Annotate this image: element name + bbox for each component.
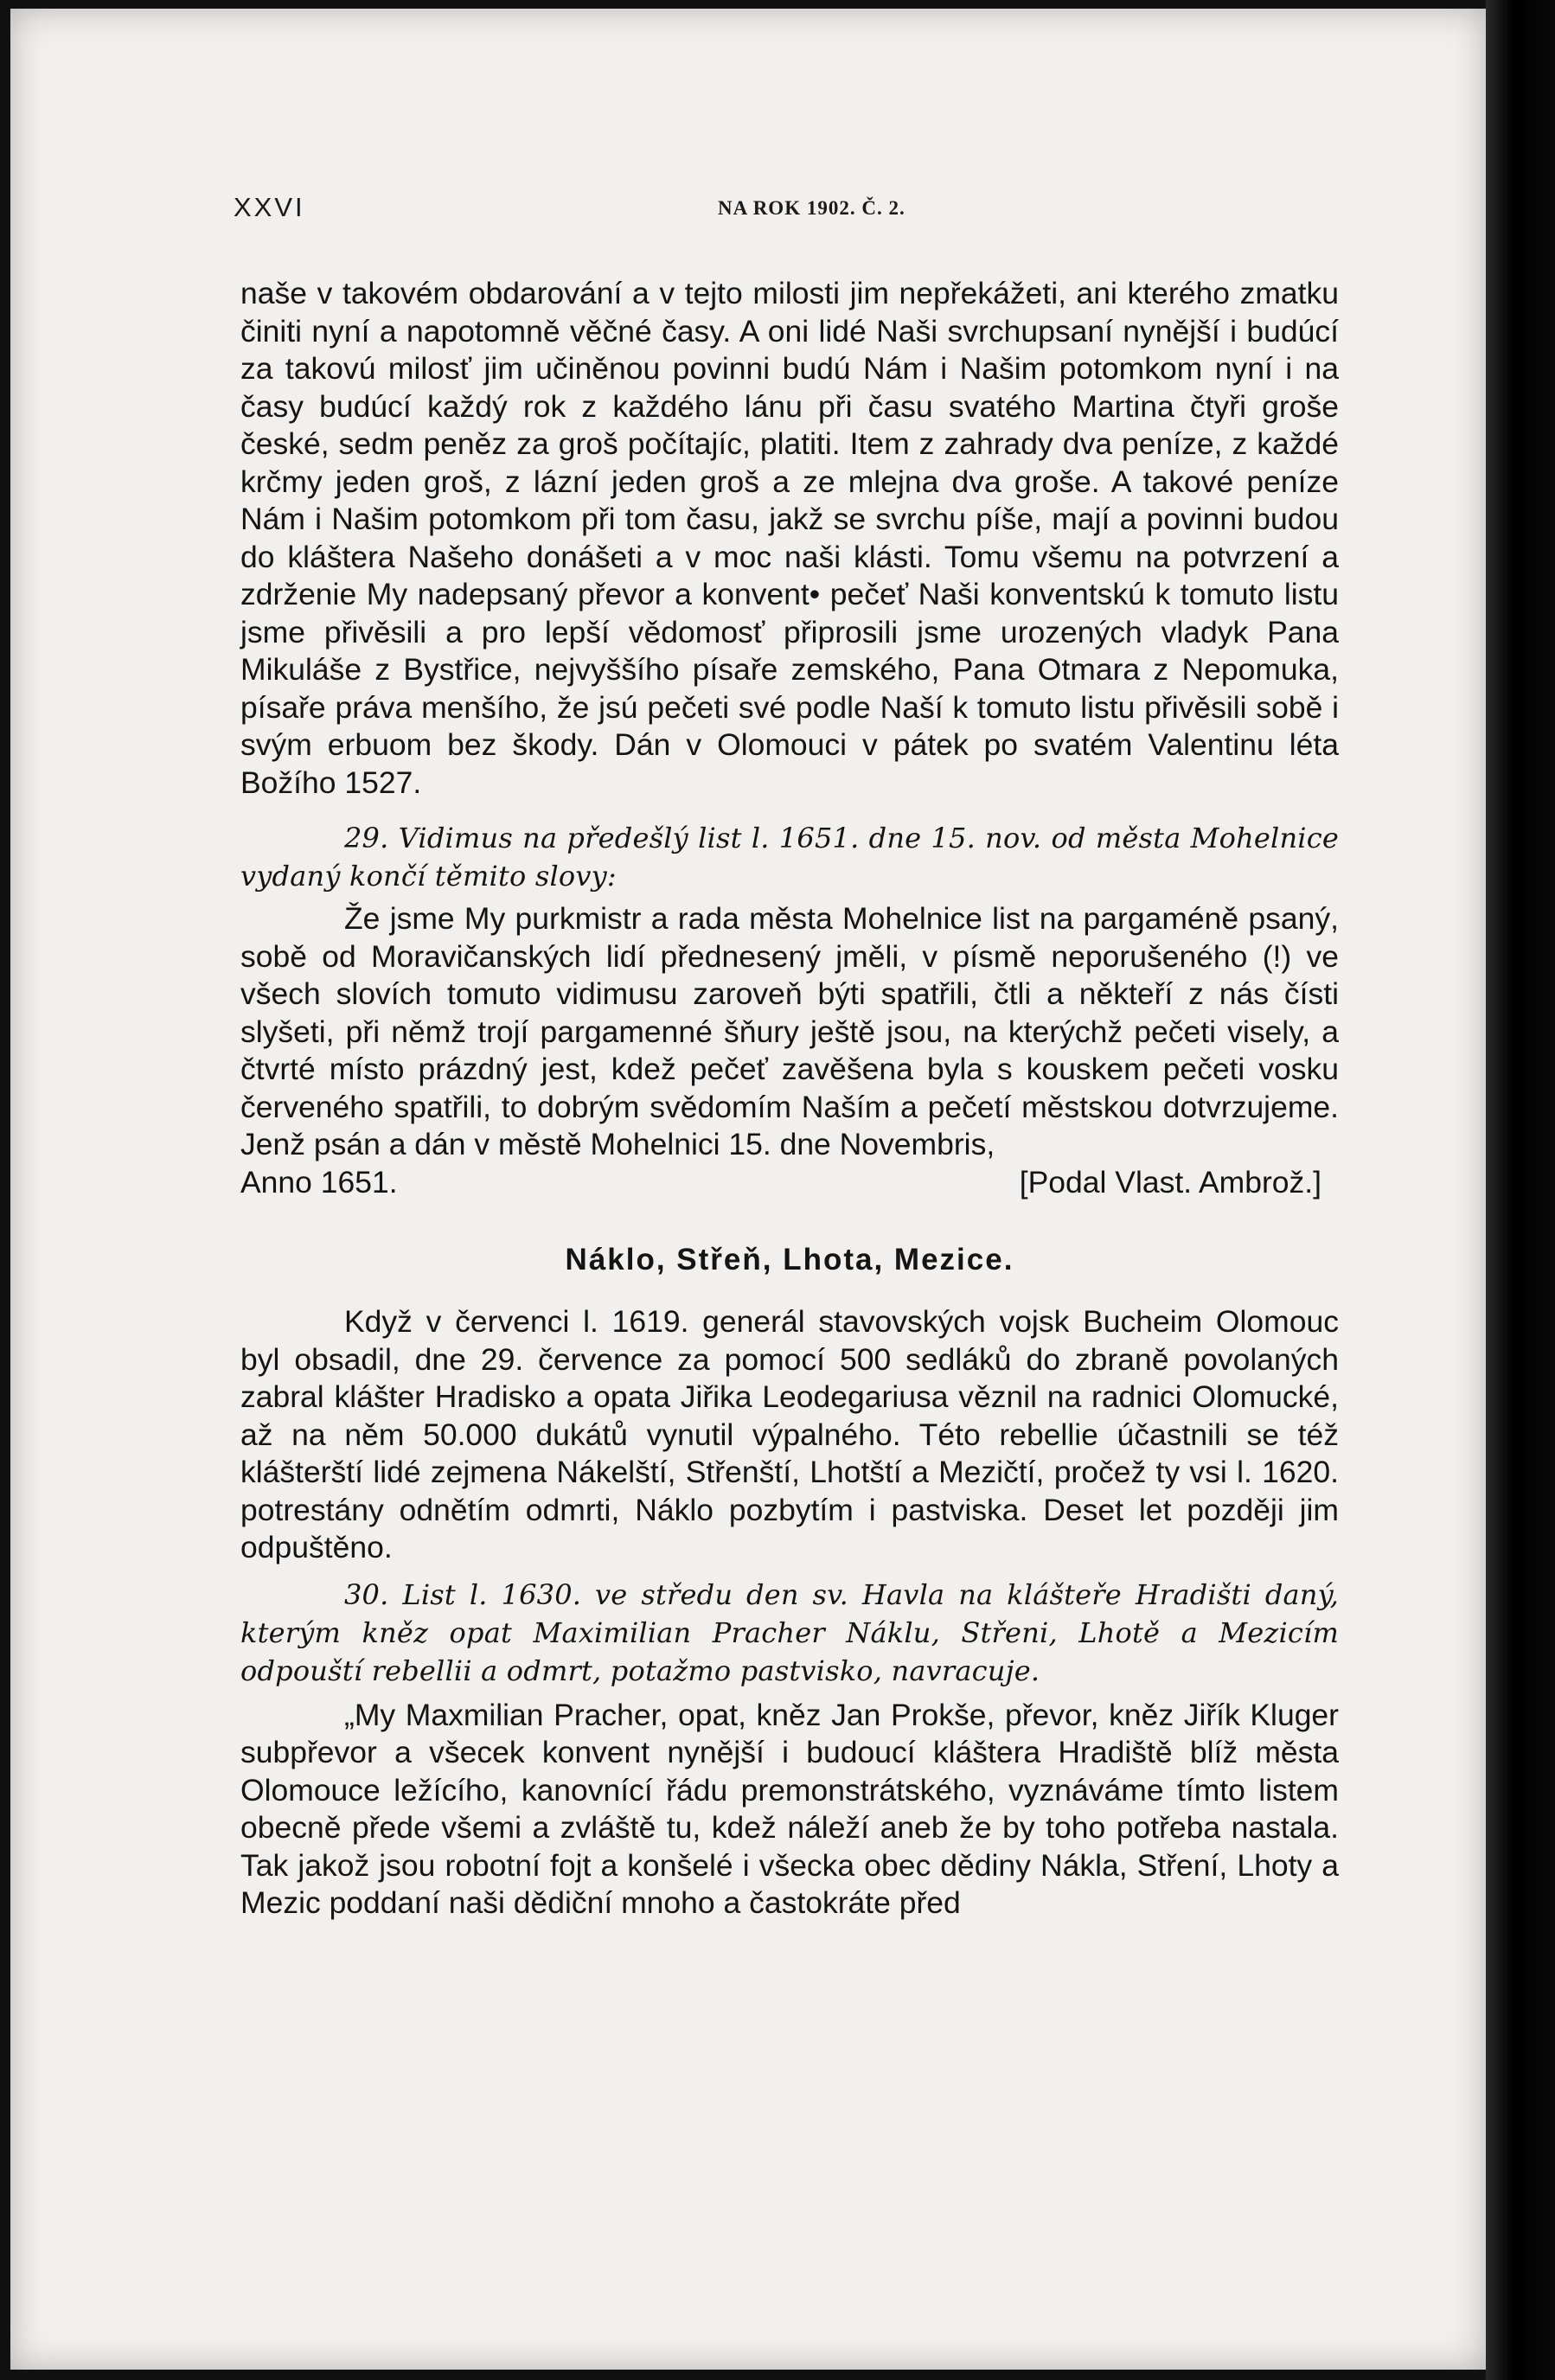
page-header (234, 192, 1401, 227)
paragraph-vidimus (240, 900, 1339, 1164)
vidimus-date: Anno 1651. (240, 1164, 398, 1200)
contributor-credit: [Podal Vlast. Ambrož.] (1019, 1164, 1321, 1200)
vidimus-closing (240, 1164, 1339, 1202)
page-number: XXVI (234, 192, 305, 222)
section-title: Náklo, Střeň, Lhota, Mezice. (565, 1243, 1014, 1276)
body-text (240, 275, 1339, 1923)
document-heading-29: 29. Vidimus na předešlý list l. 1651. dne 15. nov. od města Mohelnice vydaný končí těmito slovy: (240, 822, 1339, 892)
paragraph-vidimus-text: Že jsme My purkmistr a rada města Mohelnice list na pargaméně psaný, sobě od Moravičanských lidí přednesený jměli, v písmě neporušeného (!) ve všech slovích tomuto vidimusu zaroveň býti spatřili, čtli a někteří z nás čísti slyšeti, při němž trojí pargamenné šňury ještě jsou, na kterýchž pečeti visely, a čtvrté místo prázdný jest, kdež pečeť zavěšena byla s kouskem pečeti vosku červeného spatřili, to dobrým svědomím Naším a pečetí městskou dotvrzujeme. Jenž psán a dán v městě Mohelnici 15. dne Novembris, (240, 901, 1339, 1161)
scan-edge (1486, 0, 1555, 2380)
paragraph-letter: „My Maxmilian Pracher, opat, kněz Jan Prokše, převor, kněz Jiřík Kluger subpřevor a všecek konvent nynější i budoucí kláštera Hradiště blíž města Olomouce ležícího, kanovnící řádu premonstrátského, vyznáváme tímto listem obecně přede všemi a zvláště tu, kdež náleží aneb že by toho potřeba nastala. Tak jakož jsou robotní fojt a konšelé i všecka obec dědiny Nákla, Stření, Lhoty a Mezic poddaní naši dědiční mnoho a častokráte před (240, 1697, 1339, 1920)
paragraph-history: Když v červenci l. 1619. generál stavovských vojsk Bucheim Olomouc byl obsadil, dne 29. července za pomocí 500 sedláků do zbraně povolaných zabral klášter Hradisko a opata Jiřika Leodegariusa věznil na radnici Olomucké, až na něm 50.000 dukátů vynutil výpalného. Této rebellie účastnili se též klášterští lidé zejmena Nákelští, Střenští, Lhotští a Mezičtí, pročež ty vsi l. 1620. potrestány odnětím odmrti, Náklo pozbytím i pastviska. Deset let později jim odpuštěno. (240, 1304, 1339, 1564)
document-heading-30: 30. List l. 1630. ve středu den sv. Havla na klášteře Hradišti daný, kterým kněz opat Maximilian Pracher Náklu, Střeni, Lhotě a Mezicím odpouští rebellii a odmrt, potažmo pastvisko, navracuje. (240, 1577, 1339, 1687)
running-head: NA ROK 1902. Č. 2. (718, 197, 905, 219)
paragraph-charter-end: naše v takovém obdarování a v tejto milosti jim nepřekážeti, ani kterého zmatku činiti nyní a napotomně věčné časy. A oni lidé Naši svrchupsaní nynější i budúcí za takovú milosť jim učiněnou povinni budú Nám i Našim potomkom nyní i na časy budúcí každý rok z každého lánu při času svatého Martina čtyři groše české, sedm peněz za groš počítajíc, platiti. Item z zahrady dva peníze, z každé krčmy jeden groš, z lázní jeden groš a ze mlejna dva groše. A takové peníze Nám i Našim potomkom při tom času, jakž se svrchu píše, mají a povinni budou do kláštera Našeho donášeti a v moc naši klásti. Tomu všemu na potvrzení a zdrženie My nadepsaný převor a konvent• pečeť Naši konventskú k tomuto listu jsme přivěsili a pro lepší vědomosť připrosili jsme urozených vladyk Pana Mikuláše z Bystřice, nejvyššího písaře zemského, Pana Otmara z Nepomuka, písaře práva menšího, že jsú pečeti své podle Naší k tomuto listu přivěsili sobě i svým erbuom bez škody. Dán v Olomouci v pátek po svatém Valentinu léta Božího 1527. (240, 276, 1339, 800)
